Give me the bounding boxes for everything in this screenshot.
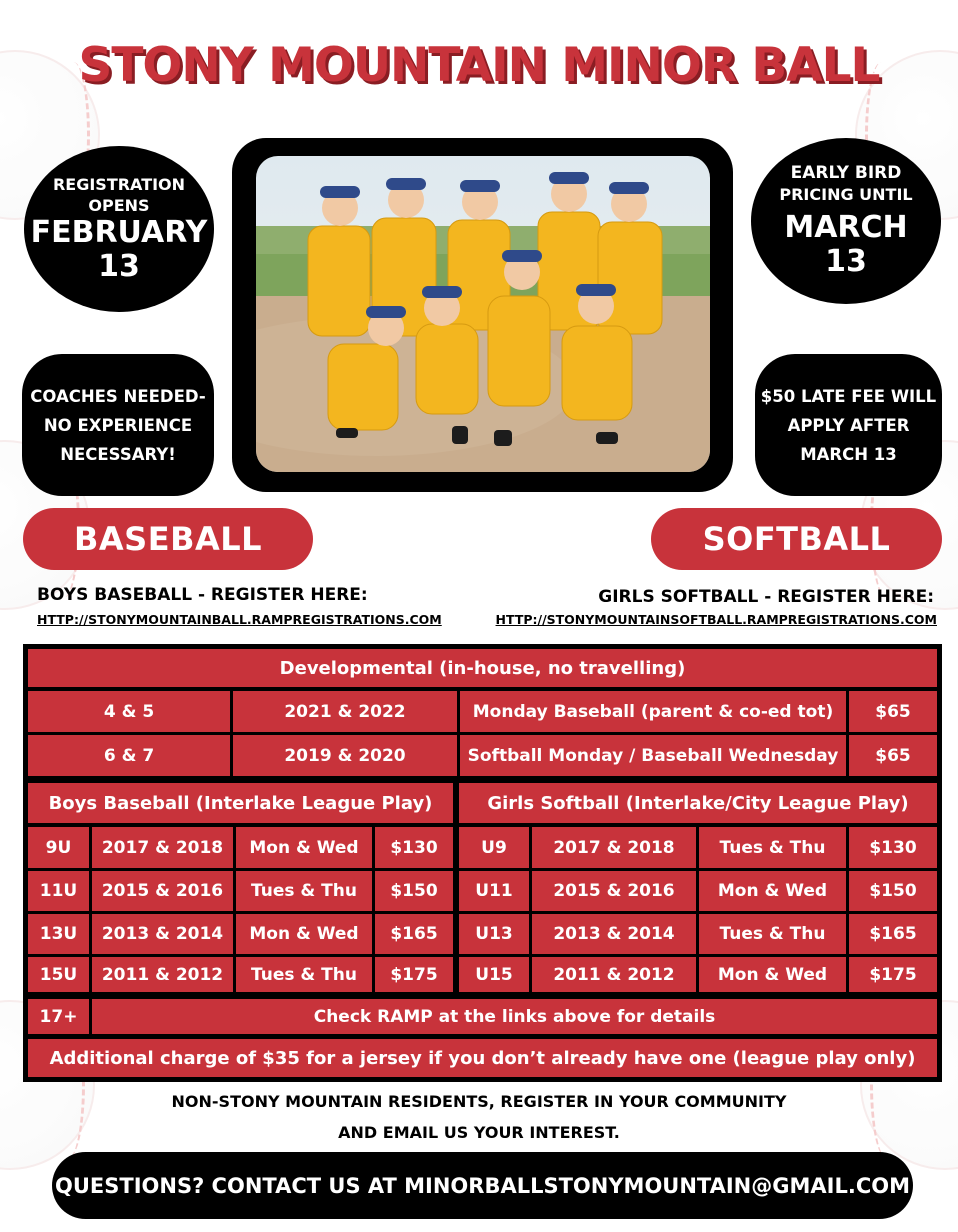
girls-softball-header: Girls Softball (Interlake/City League Play) [459,783,937,823]
registration-line1: REGISTRATION [52,175,186,194]
team-photo-illustration [256,156,710,472]
registration-opens-badge [24,146,214,312]
table-row-cell: Tues & Thu [236,871,372,911]
table-row-cell: 2021 & 2022 [233,691,457,732]
table-row-cell: U15 [459,957,529,992]
table-row-cell: $65 [849,691,937,732]
registration-month: FEBRUARY [30,215,208,250]
table-row-cell: 2017 & 2018 [92,827,233,868]
boys-baseball-register-heading: BOYS BASEBALL - REGISTER HERE: [37,585,368,605]
table-row-cell: Softball Monday / Baseball Wednesday [460,735,846,776]
non-residents-note [0,1086,958,1148]
early-bird-badge [751,138,941,304]
early-bird-month: MARCH [784,210,908,245]
table-row-cell: $130 [375,827,453,868]
table-row-cell: Tues & Thu [699,914,846,954]
table-row-cell: Mon & Wed [699,871,846,911]
coaches-line1: COACHES NEEDED- [30,386,206,406]
table-row-cell: $150 [375,871,453,911]
table-row-cell: Mon & Wed [699,957,846,992]
softball-label: SOFTBALL [651,508,942,570]
table-row-cell: $175 [375,957,453,992]
contact-banner: QUESTIONS? CONTACT US AT MINORBALLSTONYMOUNTAIN@GMAIL.COM [52,1152,913,1219]
table-row-cell: 2019 & 2020 [233,735,457,776]
late-fee-badge [755,354,942,496]
older-age-cell: 17+ [28,999,89,1034]
non-residents-line2: AND EMAIL US YOUR INTEREST. [338,1123,620,1142]
late-fee-line2: APPLY AFTER [787,415,910,435]
registration-line2: OPENS [88,196,150,215]
table-row-cell: 4 & 5 [28,691,230,732]
table-row-cell: $65 [849,735,937,776]
table-row-cell: 2015 & 2016 [92,871,233,911]
developmental-header: Developmental (in-house, no travelling) [28,649,937,687]
table-row-cell: 11U [28,871,89,911]
table-row-cell: 13U [28,914,89,954]
table-row-cell: $175 [849,957,937,992]
early-bird-line1: EARLY BIRD [790,163,902,183]
late-fee-line3: MARCH 13 [800,444,897,464]
table-row-cell: Tues & Thu [236,957,372,992]
team-photo-frame [232,138,733,492]
girls-softball-register-link[interactable]: HTTP://STONYMOUNTAINSOFTBALL.RAMPREGISTRATIONS.COM [495,612,937,627]
table-row-cell: $165 [375,914,453,954]
table-row-cell: Monday Baseball (parent & co-ed tot) [460,691,846,732]
table-row-cell: 2011 & 2012 [92,957,233,992]
table-row-cell: U9 [459,827,529,868]
table-row-cell: Tues & Thu [699,827,846,868]
coaches-line3: NECESSARY! [60,444,176,464]
boys-baseball-register-link[interactable]: HTTP://STONYMOUNTAINBALL.RAMPREGISTRATIONS.COM [37,612,442,627]
table-row-cell: 15U [28,957,89,992]
table-row-cell: 2011 & 2012 [532,957,696,992]
non-residents-line1: NON-STONY MOUNTAIN RESIDENTS, REGISTER IN YOUR COMMUNITY [171,1092,787,1111]
table-row-cell: 6 & 7 [28,735,230,776]
early-bird-day: 13 [825,244,867,279]
coaches-line2: NO EXPERIENCE [43,415,193,435]
table-row-cell: 9U [28,827,89,868]
registration-day: 13 [98,249,140,284]
baseball-label: BASEBALL [23,508,313,570]
jersey-note: Additional charge of $35 for a jersey if you don’t already have one (league play only) [28,1039,937,1077]
pricing-table [23,644,942,1082]
table-row-cell: U11 [459,871,529,911]
table-row-cell: Mon & Wed [236,914,372,954]
table-row-cell: 2017 & 2018 [532,827,696,868]
coaches-needed-badge [22,354,214,496]
table-row-cell: 2013 & 2014 [92,914,233,954]
boys-baseball-header: Boys Baseball (Interlake League Play) [28,783,453,823]
page-title: STONY MOUNTAIN MINOR BALL [78,38,880,93]
table-row-cell: $150 [849,871,937,911]
late-fee-line1: $50 LATE FEE WILL [760,386,937,406]
girls-softball-register-heading: GIRLS SOFTBALL - REGISTER HERE: [598,587,934,607]
table-row-cell: 2013 & 2014 [532,914,696,954]
table-row-cell: U13 [459,914,529,954]
table-row-cell: Mon & Wed [236,827,372,868]
table-row-cell: 2015 & 2016 [532,871,696,911]
table-row-cell: $130 [849,827,937,868]
team-photo [256,156,710,472]
table-row-cell: $165 [849,914,937,954]
older-note-cell: Check RAMP at the links above for details [92,999,937,1034]
early-bird-line2: PRICING UNTIL [779,185,913,204]
